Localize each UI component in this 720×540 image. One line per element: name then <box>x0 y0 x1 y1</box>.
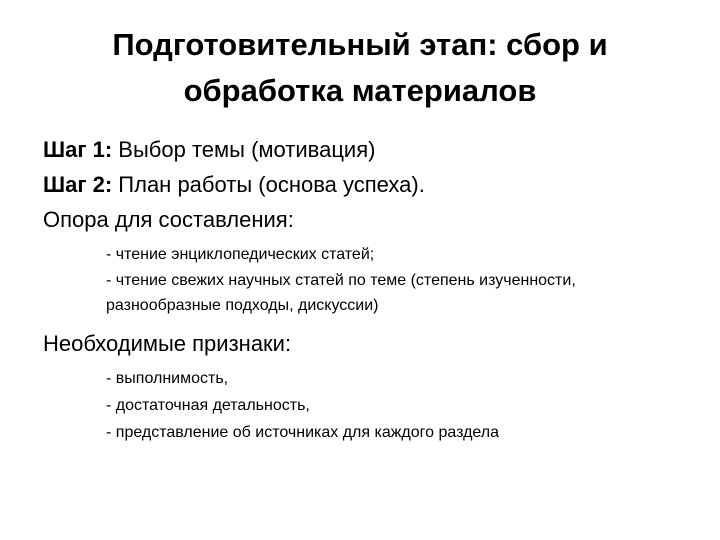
sign-item-sources: - представление об источниках для каждого раздела <box>106 424 500 441</box>
sign-item-detail: - достаточная детальность, <box>106 397 310 414</box>
step-1-label: Шаг 1: <box>43 137 113 162</box>
basis-item-encyclopedia: - чтение энциклопедических статей; <box>106 246 375 263</box>
signs-list <box>106 365 693 446</box>
slide-title <box>40 22 680 114</box>
step-2-text: План работы (основа успеха). <box>112 172 425 197</box>
slide-title-line-1: Подготовительный этап: сбор и <box>112 27 608 62</box>
basis-heading: Опора для составления: <box>43 207 294 232</box>
step-2-line <box>43 167 693 202</box>
step-1-line <box>43 132 693 167</box>
basis-list <box>106 241 693 318</box>
sign-item-feasibility: - выполнимость, <box>106 370 229 387</box>
slide-title-line-2: обработка материалов <box>183 73 537 108</box>
step-2-label: Шаг 2: <box>43 172 113 197</box>
slide-content <box>43 132 693 446</box>
basis-item-scientific-articles: - чтение свежих научных статей по теме (степень изученности, разнообразные подходы, дискуссии) <box>106 272 576 314</box>
step-1-text: Выбор темы (мотивация) <box>112 137 376 162</box>
signs-heading: Необходимые признаки: <box>43 331 292 356</box>
